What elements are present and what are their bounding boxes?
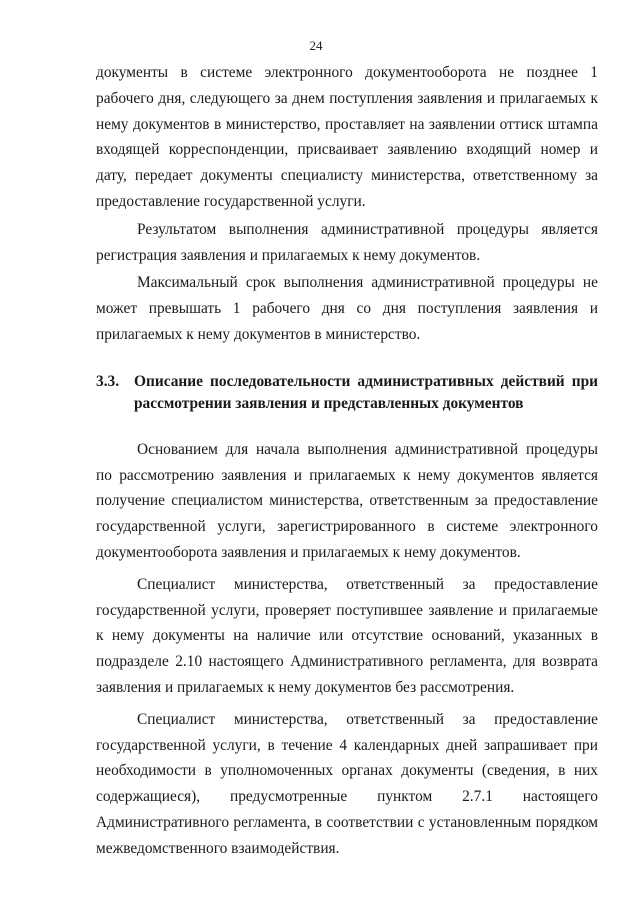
section-number: 3.3. — [96, 372, 120, 390]
section-title: Описание последовательности административных действий при рассмотрении заявления и представленных документов — [134, 372, 598, 412]
paragraph-result: Результатом выполнения административной процедуры является регистрация заявления и прилагаемых к нему документов. — [96, 220, 598, 264]
section-heading — [96, 371, 598, 415]
paragraph-registration-continued: документы в системе электронного документооборота не позднее 1 рабочего дня, следующего за днем поступления заявления и прилагаемых к нему документов в министерство, проставляет на заявлении оттиск штампа входящей корреспонденции, присваивает заявлению входящий номер и дату, передает документы специалисту министерства, ответственному за предоставление государственной услуги. — [96, 64, 598, 210]
paragraph-max-term: Максимальный срок выполнения административной процедуры не может превышать 1 рабочего дня со дня поступления заявления и прилагаемых к нему документов в министерство. — [96, 274, 598, 343]
page-number: 24 — [309, 38, 323, 53]
document-body — [96, 60, 598, 862]
paragraph-request: Специалист министерства, ответственный за предоставление государственной услуги, в течение 4 календарных дней запрашивает при необходимости в уполномоченных органах документы (сведения, в них содержащиеся), предусмотренные пунктом 2.7.1 настоящего Административного регламента, в соответствии с установленным порядком межведомственного взаимодействия. — [96, 710, 598, 857]
paragraph-check: Специалист министерства, ответственный за предоставление государственной услуги, проверяет поступившее заявление и прилагаемые к нему документы на наличие или отсутствие оснований, указанных в подразделе 2.10 настоящего Административного регламента, для возврата заявления и прилагаемых к нему документов без рассмотрения. — [96, 575, 598, 696]
paragraph-grounds: Основанием для начала выполнения административной процедуры по рассмотрению заявления и прилагаемых к нему документов является получение специалистом министерства, ответственным за предоставление государственной услуги, зарегистрированного в системе электронного документооборота заявления и прилагаемых к нему документов. — [96, 440, 598, 561]
